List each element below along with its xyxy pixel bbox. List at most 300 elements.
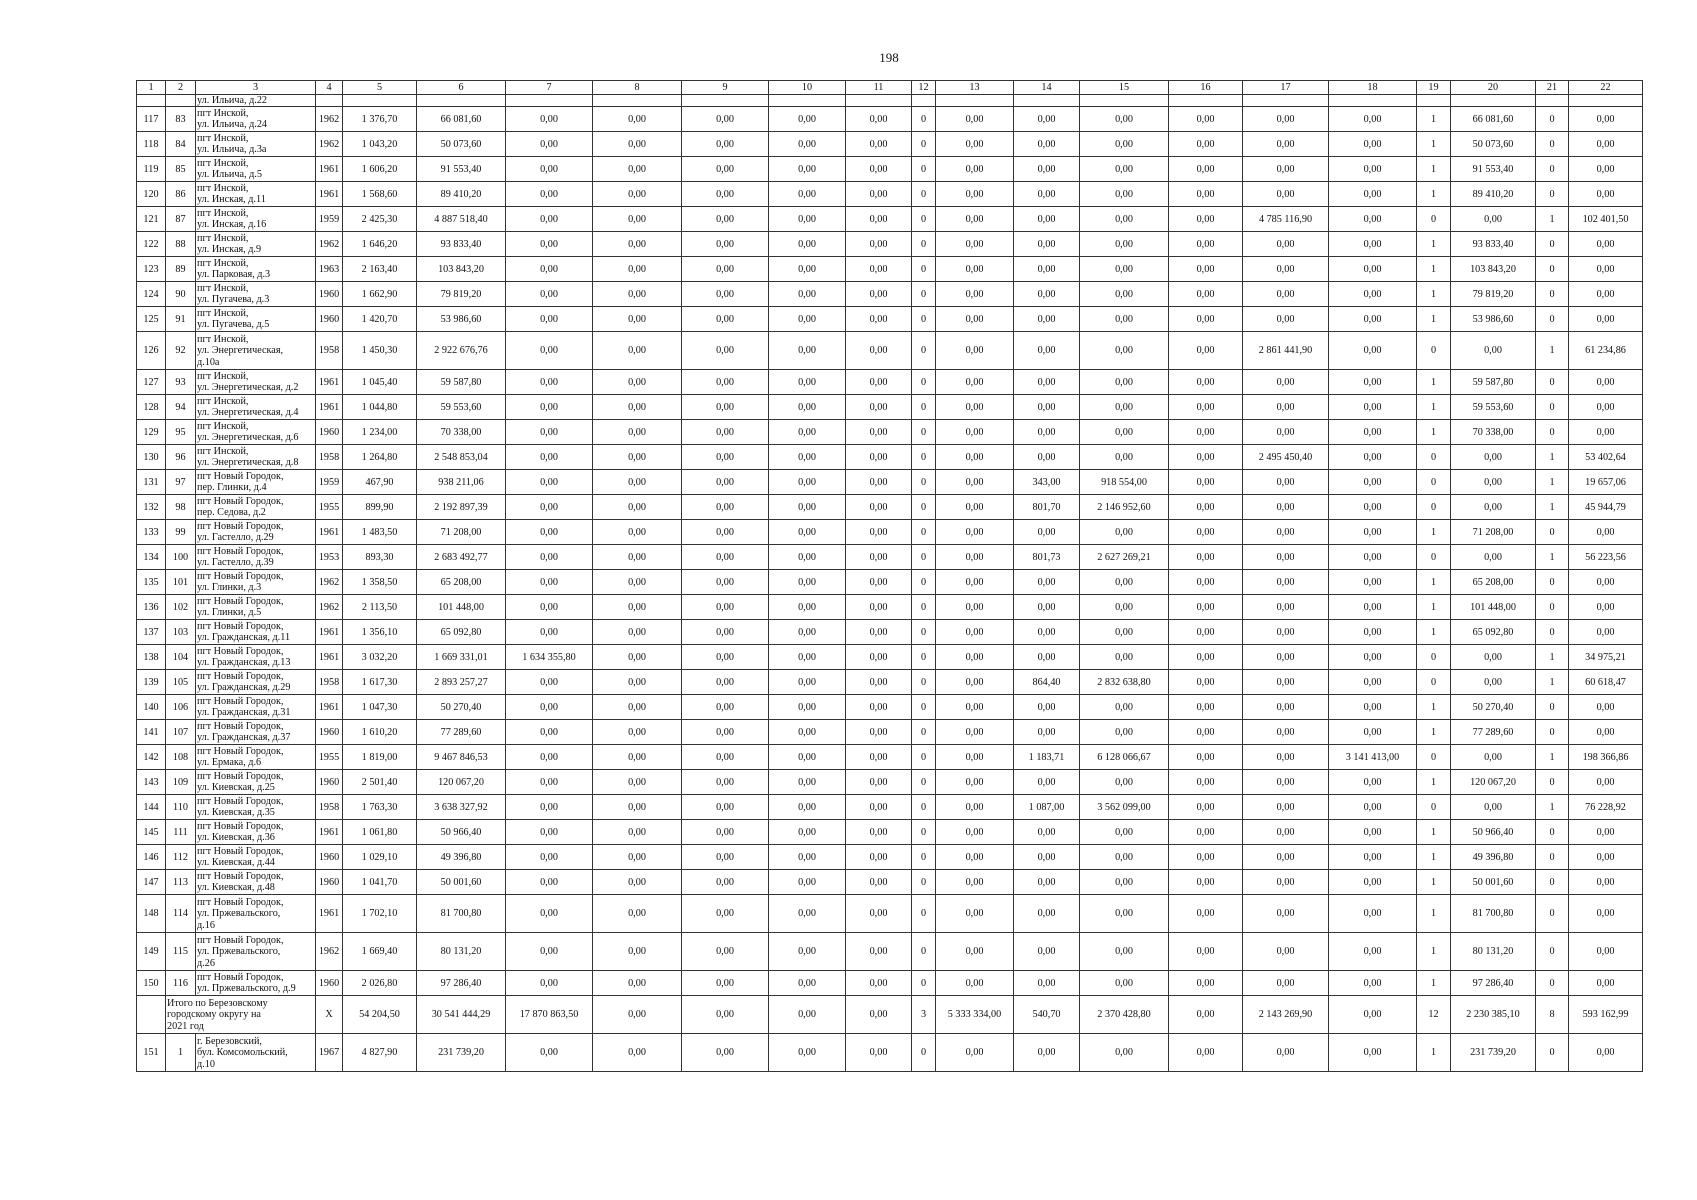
cell-col-4: 1958 — [316, 445, 343, 470]
cell-col-9: 0,00 — [682, 157, 769, 182]
cell-col-11: 0,00 — [846, 207, 912, 232]
cell-col-20: 53 986,60 — [1451, 307, 1536, 332]
cell-col-5: 893,30 — [343, 545, 417, 570]
address-cell: пгт Новый Городок, ул. Киевская, д.36 — [196, 820, 316, 845]
cell-col-2: 106 — [166, 695, 196, 720]
cell-col-10: 0,00 — [769, 182, 846, 207]
cell-col-21: 1 — [1536, 795, 1569, 820]
cell-col-1: 132 — [137, 495, 166, 520]
cell-col-1: 126 — [137, 332, 166, 370]
cell-col-12 — [912, 95, 936, 107]
cell-col-9: 0,00 — [682, 132, 769, 157]
cell-col-16: 0,00 — [1169, 795, 1243, 820]
cell-col-2: 103 — [166, 620, 196, 645]
cell-col-9: 0,00 — [682, 570, 769, 595]
table-row — [137, 645, 1643, 670]
cell-col-6: 2 192 897,39 — [417, 495, 506, 520]
cell-col-7: 0,00 — [506, 933, 593, 971]
cell-col-15: 2 146 952,60 — [1080, 495, 1169, 520]
cell-col-5: 2 113,50 — [343, 595, 417, 620]
cell-col-14: 0,00 — [1014, 232, 1080, 257]
cell-col-1: 148 — [137, 895, 166, 933]
cell-col-1: 147 — [137, 870, 166, 895]
cell-col-10: 0,00 — [769, 107, 846, 132]
cell-col-5: 1 029,10 — [343, 845, 417, 870]
cell-col-5 — [343, 95, 417, 107]
cell-col-11: 0,00 — [846, 895, 912, 933]
cell-col-8: 0,00 — [593, 370, 682, 395]
cell-col-9: 0,00 — [682, 395, 769, 420]
cell-col-8: 0,00 — [593, 770, 682, 795]
cell-col-8: 0,00 — [593, 695, 682, 720]
cell-col-5: 1 669,40 — [343, 933, 417, 971]
cell-col-2: 89 — [166, 257, 196, 282]
cell-col-19: 0 — [1417, 645, 1451, 670]
cell-col-20: 65 208,00 — [1451, 570, 1536, 595]
cell-col-17: 0,00 — [1243, 370, 1329, 395]
cell-col-15: 2 627 269,21 — [1080, 545, 1169, 570]
cell-col-8: 0,00 — [593, 933, 682, 971]
cell-col-5: 2 425,30 — [343, 207, 417, 232]
cell-col-4: 1961 — [316, 645, 343, 670]
cell-col-9: 0,00 — [682, 282, 769, 307]
cell-col-18: 0,00 — [1329, 520, 1417, 545]
cell-col-4: 1961 — [316, 395, 343, 420]
cell-col-11: 0,00 — [846, 870, 912, 895]
cell-col-7: 0,00 — [506, 570, 593, 595]
cell-col-22: 0,00 — [1569, 971, 1643, 996]
cell-col-21: 0 — [1536, 895, 1569, 933]
cell-col-8: 0,00 — [593, 720, 682, 745]
cell-col-13: 0,00 — [936, 420, 1014, 445]
cell-col-10: 0,00 — [769, 495, 846, 520]
column-header-16: 16 — [1169, 81, 1243, 95]
cell-col-21: 1 — [1536, 207, 1569, 232]
cell-col-16: 0,00 — [1169, 933, 1243, 971]
column-header-1: 1 — [137, 81, 166, 95]
column-header-5: 5 — [343, 81, 417, 95]
cell-col-13: 0,00 — [936, 795, 1014, 820]
cell-col-12: 0 — [912, 1034, 936, 1072]
address-cell: пгт Новый Городок, ул. Гражданская, д.31 — [196, 695, 316, 720]
cell-col-16: 0,00 — [1169, 545, 1243, 570]
cell-col-12: 0 — [912, 282, 936, 307]
cell-col-18: 0,00 — [1329, 670, 1417, 695]
cell-col-4: 1961 — [316, 695, 343, 720]
cell-col-22: 0,00 — [1569, 232, 1643, 257]
table-row — [137, 420, 1643, 445]
cell-col-22: 0,00 — [1569, 1034, 1643, 1072]
column-header-15: 15 — [1080, 81, 1169, 95]
cell-col-13: 0,00 — [936, 307, 1014, 332]
cell-col-22: 0,00 — [1569, 870, 1643, 895]
cell-col-17: 0,00 — [1243, 520, 1329, 545]
cell-col-2: 112 — [166, 845, 196, 870]
cell-col-22: 0,00 — [1569, 620, 1643, 645]
cell-col-19: 1 — [1417, 933, 1451, 971]
cell-col-20: 50 270,40 — [1451, 695, 1536, 720]
address-cell: пгт Новый Городок, ул. Пржевальского, д.16 — [196, 895, 316, 933]
cell-col-9 — [682, 95, 769, 107]
cell-col-18: 0,00 — [1329, 720, 1417, 745]
cell-col-16: 0,00 — [1169, 445, 1243, 470]
cell-col-19: 1 — [1417, 282, 1451, 307]
cell-col-6: 70 338,00 — [417, 420, 506, 445]
cell-col-14: 0,00 — [1014, 620, 1080, 645]
cell-col-8: 0,00 — [593, 257, 682, 282]
cell-col-19: 0 — [1417, 332, 1451, 370]
cell-col-1: 140 — [137, 695, 166, 720]
cell-col-18: 0,00 — [1329, 820, 1417, 845]
cell-col-10: 0,00 — [769, 445, 846, 470]
cell-col-11: 0,00 — [846, 670, 912, 695]
cell-col-13: 0,00 — [936, 1034, 1014, 1072]
total-cell — [137, 996, 166, 1034]
cell-col-19: 0 — [1417, 470, 1451, 495]
cell-col-13: 0,00 — [936, 107, 1014, 132]
cell-col-16: 0,00 — [1169, 971, 1243, 996]
cell-col-1: 131 — [137, 470, 166, 495]
column-header-8: 8 — [593, 81, 682, 95]
cell-col-8: 0,00 — [593, 670, 682, 695]
cell-col-14: 0,00 — [1014, 770, 1080, 795]
cell-col-8: 0,00 — [593, 445, 682, 470]
cell-col-13: 0,00 — [936, 971, 1014, 996]
cell-col-21: 1 — [1536, 470, 1569, 495]
cell-col-13: 0,00 — [936, 495, 1014, 520]
cell-col-21: 1 — [1536, 670, 1569, 695]
cell-col-18: 0,00 — [1329, 570, 1417, 595]
cell-col-1: 127 — [137, 370, 166, 395]
cell-col-18: 0,00 — [1329, 845, 1417, 870]
cell-col-4: 1960 — [316, 420, 343, 445]
cell-col-7: 0,00 — [506, 207, 593, 232]
cell-col-20: 0,00 — [1451, 445, 1536, 470]
cell-col-11: 0,00 — [846, 470, 912, 495]
cell-col-6: 938 211,06 — [417, 470, 506, 495]
cell-col-17: 0,00 — [1243, 770, 1329, 795]
cell-col-15: 2 832 638,80 — [1080, 670, 1169, 695]
cell-col-15: 0,00 — [1080, 770, 1169, 795]
cell-col-10: 0,00 — [769, 1034, 846, 1072]
cell-col-10: 0,00 — [769, 695, 846, 720]
cell-col-10: 0,00 — [769, 307, 846, 332]
cell-col-10: 0,00 — [769, 971, 846, 996]
cell-col-12: 0 — [912, 645, 936, 670]
cell-col-1: 122 — [137, 232, 166, 257]
cell-col-15: 0,00 — [1080, 820, 1169, 845]
cell-col-14: 0,00 — [1014, 520, 1080, 545]
cell-col-9: 0,00 — [682, 670, 769, 695]
table-row — [137, 670, 1643, 695]
address-cell: пгт Инской, ул. Инская, д.9 — [196, 232, 316, 257]
table-row — [137, 182, 1643, 207]
cell-col-5: 1 041,70 — [343, 870, 417, 895]
cell-col-13: 0,00 — [936, 870, 1014, 895]
cell-col-2: 83 — [166, 107, 196, 132]
address-cell: пгт Инской, ул. Ильича, д.3а — [196, 132, 316, 157]
cell-col-16: 0,00 — [1169, 307, 1243, 332]
cell-col-20: 0,00 — [1451, 545, 1536, 570]
cell-col-12: 0 — [912, 745, 936, 770]
cell-col-14: 0,00 — [1014, 182, 1080, 207]
cell-col-9: 0,00 — [682, 845, 769, 870]
cell-col-22: 0,00 — [1569, 132, 1643, 157]
cell-col-15: 0,00 — [1080, 695, 1169, 720]
cell-col-6: 231 739,20 — [417, 1034, 506, 1072]
cell-col-14: 0,00 — [1014, 307, 1080, 332]
cell-col-12: 0 — [912, 132, 936, 157]
table-row — [137, 570, 1643, 595]
cell-col-5: 4 827,90 — [343, 1034, 417, 1072]
total-cell: 8 — [1536, 996, 1569, 1034]
cell-col-17: 0,00 — [1243, 470, 1329, 495]
cell-col-19: 1 — [1417, 520, 1451, 545]
cell-col-22: 0,00 — [1569, 157, 1643, 182]
cell-col-10: 0,00 — [769, 720, 846, 745]
cell-col-16: 0,00 — [1169, 870, 1243, 895]
cell-col-15: 0,00 — [1080, 182, 1169, 207]
cell-col-4: 1960 — [316, 720, 343, 745]
total-cell: 0,00 — [1329, 996, 1417, 1034]
address-cell: пгт Инской, ул. Инская, д.11 — [196, 182, 316, 207]
cell-col-5: 1 061,80 — [343, 820, 417, 845]
table-row — [137, 545, 1643, 570]
cell-col-20: 50 966,40 — [1451, 820, 1536, 845]
cell-col-11: 0,00 — [846, 695, 912, 720]
cell-col-4: 1961 — [316, 370, 343, 395]
cell-col-12: 0 — [912, 795, 936, 820]
cell-col-16: 0,00 — [1169, 257, 1243, 282]
cell-col-5: 1 358,50 — [343, 570, 417, 595]
cell-col-17: 0,00 — [1243, 895, 1329, 933]
cell-col-13: 0,00 — [936, 132, 1014, 157]
total-cell: 540,70 — [1014, 996, 1080, 1034]
cell-col-10: 0,00 — [769, 595, 846, 620]
cell-col-12: 0 — [912, 395, 936, 420]
cell-col-12: 0 — [912, 570, 936, 595]
cell-col-15: 0,00 — [1080, 1034, 1169, 1072]
cell-col-11: 0,00 — [846, 445, 912, 470]
cell-col-19: 1 — [1417, 595, 1451, 620]
cell-col-8: 0,00 — [593, 1034, 682, 1072]
cell-col-12: 0 — [912, 820, 936, 845]
cell-col-10: 0,00 — [769, 420, 846, 445]
cell-col-2: 105 — [166, 670, 196, 695]
address-cell: пгт Инской, ул. Парковая, д.3 — [196, 257, 316, 282]
cell-col-20: 49 396,80 — [1451, 845, 1536, 870]
cell-col-10: 0,00 — [769, 570, 846, 595]
cell-col-6 — [417, 95, 506, 107]
cell-col-7: 0,00 — [506, 520, 593, 545]
cell-col-13: 0,00 — [936, 282, 1014, 307]
cell-col-7: 0,00 — [506, 695, 593, 720]
cell-col-8: 0,00 — [593, 495, 682, 520]
cell-col-21: 0 — [1536, 520, 1569, 545]
cell-col-17: 0,00 — [1243, 595, 1329, 620]
cell-col-20: 79 819,20 — [1451, 282, 1536, 307]
cell-col-20: 71 208,00 — [1451, 520, 1536, 545]
address-cell: пгт Новый Городок, ул. Гражданская, д.13 — [196, 645, 316, 670]
cell-col-8: 0,00 — [593, 971, 682, 996]
cell-col-4: 1958 — [316, 670, 343, 695]
cell-col-16: 0,00 — [1169, 332, 1243, 370]
cell-col-17: 0,00 — [1243, 495, 1329, 520]
cell-col-19: 1 — [1417, 1034, 1451, 1072]
cell-col-15: 0,00 — [1080, 570, 1169, 595]
cell-col-17: 0,00 — [1243, 971, 1329, 996]
cell-col-2: 114 — [166, 895, 196, 933]
address-cell: г. Березовский, бул. Комсомольский, д.10 — [196, 1034, 316, 1072]
cell-col-7: 0,00 — [506, 395, 593, 420]
cell-col-9: 0,00 — [682, 720, 769, 745]
cell-col-11: 0,00 — [846, 232, 912, 257]
address-cell: пгт Новый Городок, ул. Гастелло, д.39 — [196, 545, 316, 570]
cell-col-15: 6 128 066,67 — [1080, 745, 1169, 770]
cell-col-16: 0,00 — [1169, 770, 1243, 795]
cell-col-16: 0,00 — [1169, 520, 1243, 545]
cell-col-20: 59 553,60 — [1451, 395, 1536, 420]
total-cell: 3 — [912, 996, 936, 1034]
cell-col-7: 0,00 — [506, 1034, 593, 1072]
cell-col-1: 136 — [137, 595, 166, 620]
cell-col-19: 1 — [1417, 695, 1451, 720]
cell-col-1: 150 — [137, 971, 166, 996]
cell-col-21: 1 — [1536, 645, 1569, 670]
address-cell: пгт Новый Городок, пер. Глинки, д.4 — [196, 470, 316, 495]
cell-col-9: 0,00 — [682, 770, 769, 795]
cell-col-16: 0,00 — [1169, 107, 1243, 132]
cell-col-5: 1 047,30 — [343, 695, 417, 720]
cell-col-17: 0,00 — [1243, 420, 1329, 445]
table-row — [137, 232, 1643, 257]
cell-col-17: 0,00 — [1243, 157, 1329, 182]
cell-col-4: 1960 — [316, 770, 343, 795]
column-header-20: 20 — [1451, 81, 1536, 95]
address-cell: пгт Инской, ул. Пугачева, д.5 — [196, 307, 316, 332]
cell-col-15: 0,00 — [1080, 395, 1169, 420]
cell-col-9: 0,00 — [682, 495, 769, 520]
cell-col-22: 0,00 — [1569, 107, 1643, 132]
cell-col-20: 0,00 — [1451, 332, 1536, 370]
cell-col-9: 0,00 — [682, 620, 769, 645]
cell-col-15: 3 562 099,00 — [1080, 795, 1169, 820]
cell-col-12: 0 — [912, 895, 936, 933]
cell-col-18: 0,00 — [1329, 895, 1417, 933]
address-cell: пгт Новый Городок, пер. Седова, д.2 — [196, 495, 316, 520]
cell-col-22: 0,00 — [1569, 307, 1643, 332]
cell-col-20: 81 700,80 — [1451, 895, 1536, 933]
cell-col-12: 0 — [912, 182, 936, 207]
cell-col-11: 0,00 — [846, 495, 912, 520]
cell-col-13: 0,00 — [936, 370, 1014, 395]
cell-col-21: 0 — [1536, 720, 1569, 745]
cell-col-11: 0,00 — [846, 132, 912, 157]
cell-col-8: 0,00 — [593, 232, 682, 257]
cell-col-15: 0,00 — [1080, 520, 1169, 545]
cell-col-5: 1 606,20 — [343, 157, 417, 182]
cell-col-7: 0,00 — [506, 182, 593, 207]
cell-col-5: 467,90 — [343, 470, 417, 495]
cell-col-15: 0,00 — [1080, 307, 1169, 332]
cell-col-18: 0,00 — [1329, 182, 1417, 207]
cell-col-16: 0,00 — [1169, 695, 1243, 720]
cell-col-11: 0,00 — [846, 720, 912, 745]
cell-col-1: 141 — [137, 720, 166, 745]
cell-col-11: 0,00 — [846, 107, 912, 132]
cell-col-13: 0,00 — [936, 620, 1014, 645]
cell-col-11: 0,00 — [846, 307, 912, 332]
cell-col-7: 0,00 — [506, 232, 593, 257]
cell-col-9: 0,00 — [682, 645, 769, 670]
cell-col-10: 0,00 — [769, 645, 846, 670]
cell-col-14: 0,00 — [1014, 595, 1080, 620]
table-row — [137, 370, 1643, 395]
cell-col-17: 0,00 — [1243, 282, 1329, 307]
cell-col-20: 89 410,20 — [1451, 182, 1536, 207]
cell-col-8: 0,00 — [593, 620, 682, 645]
cell-col-1: 135 — [137, 570, 166, 595]
cell-col-13: 0,00 — [936, 232, 1014, 257]
cell-col-4: 1961 — [316, 182, 343, 207]
address-cell: пгт Новый Городок, ул. Киевская, д.48 — [196, 870, 316, 895]
cell-col-9: 0,00 — [682, 933, 769, 971]
cell-col-7: 0,00 — [506, 720, 593, 745]
cell-col-19 — [1417, 95, 1451, 107]
cell-col-1: 142 — [137, 745, 166, 770]
cell-col-22: 0,00 — [1569, 570, 1643, 595]
cell-col-22: 0,00 — [1569, 370, 1643, 395]
cell-col-6: 71 208,00 — [417, 520, 506, 545]
cell-col-2: 96 — [166, 445, 196, 470]
cell-col-14: 0,00 — [1014, 157, 1080, 182]
cell-col-21: 0 — [1536, 232, 1569, 257]
cell-col-17: 0,00 — [1243, 570, 1329, 595]
cell-col-22: 0,00 — [1569, 520, 1643, 545]
cell-col-11: 0,00 — [846, 933, 912, 971]
cell-col-7: 0,00 — [506, 132, 593, 157]
cell-col-4: 1961 — [316, 620, 343, 645]
cell-col-12: 0 — [912, 157, 936, 182]
cell-col-4: 1959 — [316, 207, 343, 232]
column-header-17: 17 — [1243, 81, 1329, 95]
cell-col-8: 0,00 — [593, 132, 682, 157]
table-row — [137, 107, 1643, 132]
cell-col-6: 77 289,60 — [417, 720, 506, 745]
cell-col-21: 0 — [1536, 132, 1569, 157]
cell-col-15: 0,00 — [1080, 971, 1169, 996]
cell-col-1: 145 — [137, 820, 166, 845]
address-cell: пгт Новый Городок, ул. Пржевальского, д.9 — [196, 971, 316, 996]
cell-col-9: 0,00 — [682, 445, 769, 470]
cell-col-22: 0,00 — [1569, 595, 1643, 620]
address-cell: пгт Новый Городок, ул. Киевская, д.35 — [196, 795, 316, 820]
cell-col-5: 1 662,90 — [343, 282, 417, 307]
cell-col-6: 65 092,80 — [417, 620, 506, 645]
cell-col-14: 0,00 — [1014, 570, 1080, 595]
cell-col-6: 103 843,20 — [417, 257, 506, 282]
cell-col-7: 0,00 — [506, 670, 593, 695]
cell-col-4: 1967 — [316, 1034, 343, 1072]
cell-col-22: 0,00 — [1569, 420, 1643, 445]
cell-col-10: 0,00 — [769, 745, 846, 770]
cell-col-4: 1962 — [316, 132, 343, 157]
cell-col-16: 0,00 — [1169, 182, 1243, 207]
cell-col-18: 0,00 — [1329, 307, 1417, 332]
cell-col-2: 88 — [166, 232, 196, 257]
cell-col-20: 80 131,20 — [1451, 933, 1536, 971]
cell-col-20: 103 843,20 — [1451, 257, 1536, 282]
